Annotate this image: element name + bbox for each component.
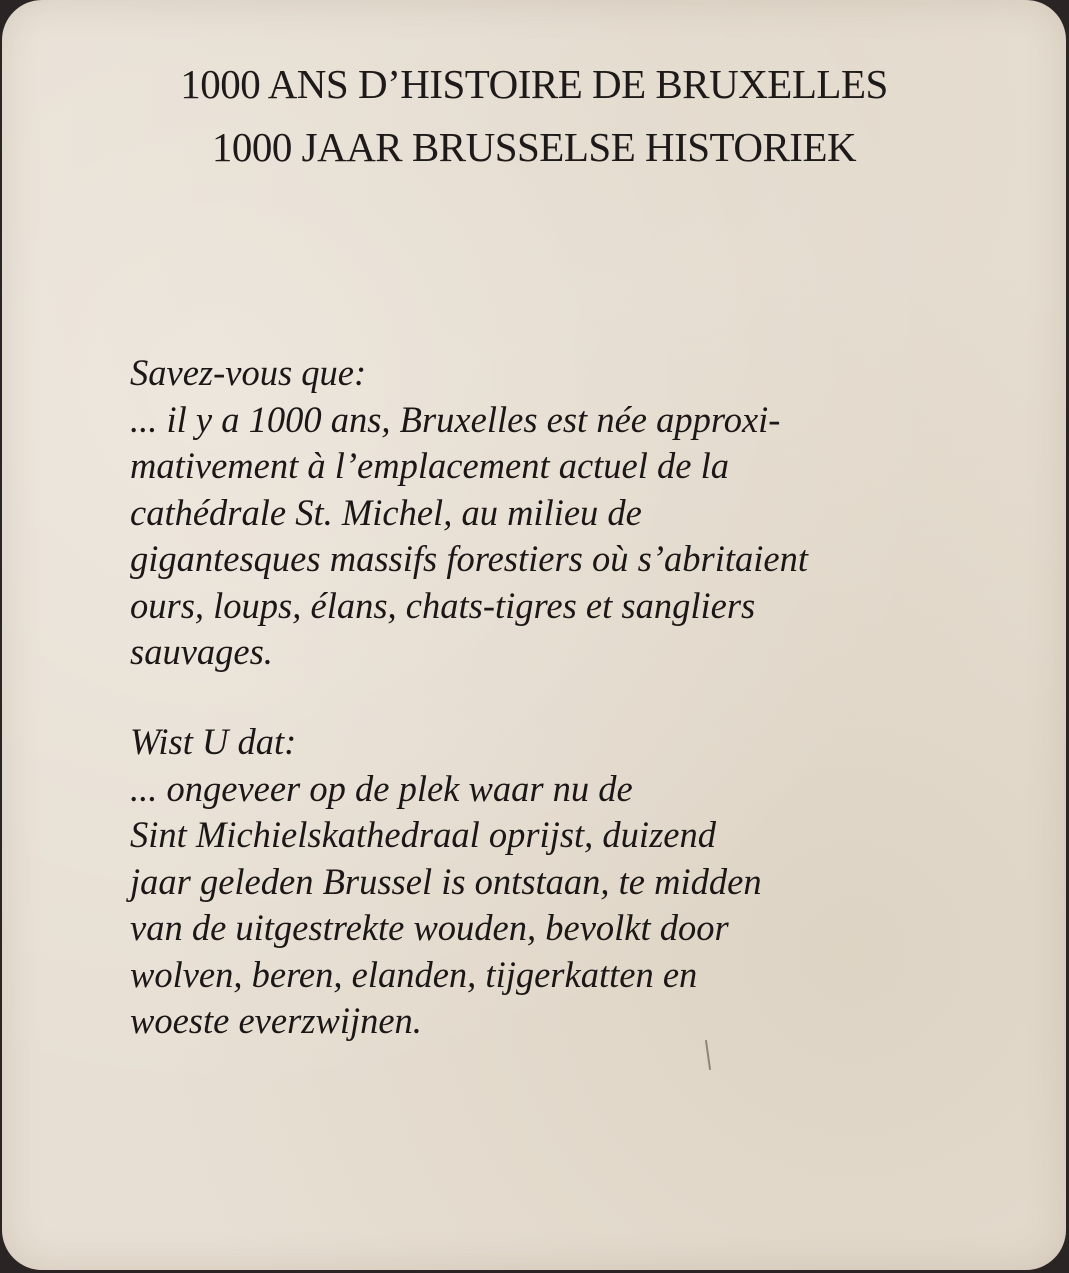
dutch-paragraph xyxy=(130,719,970,1045)
french-paragraph xyxy=(130,350,970,676)
dutch-line: van de uitgestrekte wouden, bevolkt door xyxy=(130,907,729,948)
coaster-card xyxy=(2,0,1066,1270)
dutch-line: jaar geleden Brussel is ontstaan, te midden xyxy=(130,860,762,902)
dutch-heading: Wist U dat: xyxy=(130,721,297,762)
french-line: gigantesques massifs forestiers où s’abritaient xyxy=(130,538,808,579)
title-french: 1000 ANS D’HISTOIRE DE BRUXELLES xyxy=(180,61,888,107)
paper-scratch-mark xyxy=(705,1040,711,1070)
french-heading: Savez-vous que: xyxy=(130,352,367,393)
french-line: mativement à l’emplacement actuel de la xyxy=(130,445,729,486)
french-line: sauvages. xyxy=(130,631,273,672)
dutch-line: wolven, beren, elanden, tijgerkatten en xyxy=(130,953,698,995)
french-line: ours, loups, élans, chats-tigres et sangliers xyxy=(130,584,756,626)
french-line: ... il y a 1000 ans, Bruxelles est née approxi- xyxy=(130,398,781,440)
dutch-line: ... ongeveer op de plek waar nu de xyxy=(130,767,633,809)
dutch-line: Sint Michielskathedraal oprijst, duizend xyxy=(130,814,716,855)
french-line: cathédrale St. Michel, au milieu de xyxy=(130,491,642,533)
title-dutch: 1000 JAAR BRUSSELSE HISTORIEK xyxy=(211,124,857,170)
dutch-line: woeste everzwijnen. xyxy=(130,1000,422,1041)
